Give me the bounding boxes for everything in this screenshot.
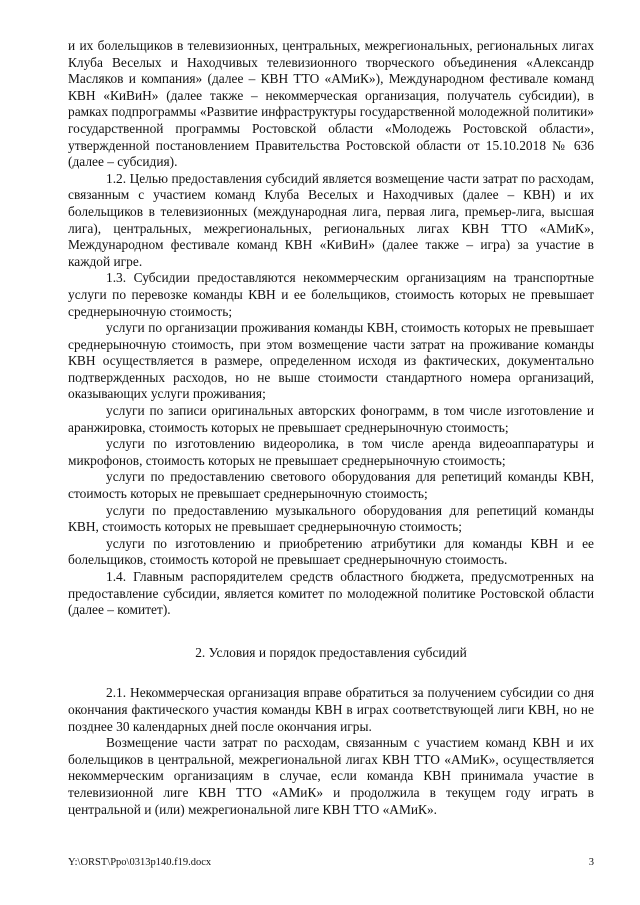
- paragraph-2-1: 2.1. Некоммерческая организация вправе обратиться за получением субсидии со дня окончания фактического участия команды КВН в играх соответствующей лиги КВН, но не позднее 30 календарных дней после окончания игры.: [68, 685, 594, 734]
- document-body: [68, 38, 594, 818]
- paragraph-recording-services: услуги по записи оригинальных авторских фонограмм, в том числе изготовление и аранжировка, стоимость которых не превышает среднерыночную стоимость;: [68, 403, 594, 435]
- section-heading: 2. Условия и порядок предоставления субсидий: [195, 644, 467, 660]
- paragraph-attributes-services: услуги по изготовлению и приобретению атрибутики для команды КВН и ее болельщиков, стоимость которой не превышает среднерыночную стоимость.: [68, 535, 594, 568]
- paragraph-1-4: 1.4. Главным распорядителем средств областного бюджета, предусмотренных на предоставление субсидии, является комитет по молодежной политике Ростовской области (далее – комитет).: [68, 569, 594, 618]
- paragraph-reimbursement: Возмещение части затрат по расходам, связанным с участием команд КВН и их болельщиков в центральной, межрегиональной лигах КВН ТТО «АМиК», осуществляется некоммерческим организациям в случае, если команда КВН принимала участие в телевизионной лиге КВН ТТО «АМиК» и продолжила в текущем году играть в центральной и (или) межрегиональной лиге КВН ТТО «АМиК».: [68, 735, 594, 817]
- paragraph-1-2: 1.2. Целью предоставления субсидий является возмещение части затрат по расходам, связанным с участием команд Клуба Веселых и Находчивых (далее – КВН) и их болельщиков в телевизионных (международная лига, первая лига, премьер-лига, высшая лига), центральных, межрегиональных, региональных лигах КВН ТТО «АМиК», Международном фестивале команд КВН «КиВиН» (далее также – игра) за участие в каждой игре.: [68, 170, 594, 269]
- paragraph-lighting-services: услуги по предоставлению светового оборудования для репетиций команды КВН, стоимость которых не превышает среднерыночную стоимость;: [68, 469, 594, 502]
- paragraph-video-services: услуги по изготовлению видеоролика, в том числе аренда видеоаппаратуры и микрофонов, стоимость которых не превышает среднерыночную стоимость;: [68, 436, 594, 468]
- paragraph-continuation: и их болельщиков в телевизионных, центральных, межрегиональных, региональных лигах Клуба Веселых и Находчивых телевизионного творческого объединения «Александр Масляков и компания» (далее – КВН ТТО «АМиК»), Международном фестивале команд КВН «КиВиН» (далее также – некоммерческая организация, получатель субсидии), в рамках подпрограммы «Развитие инфраструктуры государственной молодежной политики» государственной программы Ростовской области «Молодежь Ростовской области», утвержденной постановлением Правительства Ростовской области от 15.10.2018 № 636 (далее – субсидия).: [68, 38, 594, 170]
- paragraph-1-3: 1.3. Субсидии предоставляются некоммерческим организациям на транспортные услуги по перевозке команды КВН и ее болельщиков, стоимость которых не превышает среднерыночную стоимость;: [68, 270, 594, 319]
- paragraph-accommodation-services: услуги по организации проживания команды КВН, стоимость которых не превышает среднерыночную стоимость, при этом возмещение части затрат на проживание команды КВН осуществляется в размере, определенном исходя из фактических, документально подтвержденных расходов, но не выше стоимости стандартного номера организаций, оказывающих услуги проживания;: [68, 320, 594, 402]
- page-number: 3: [588, 857, 594, 868]
- footer-file-path: Y:\ORST\Ppo\0313p140.f19.docx: [68, 857, 212, 868]
- paragraph-music-equipment-services: услуги по предоставлению музыкального оборудования для репетиций команды КВН, стоимость которых не превышает среднерыночную стоимость;: [68, 502, 594, 535]
